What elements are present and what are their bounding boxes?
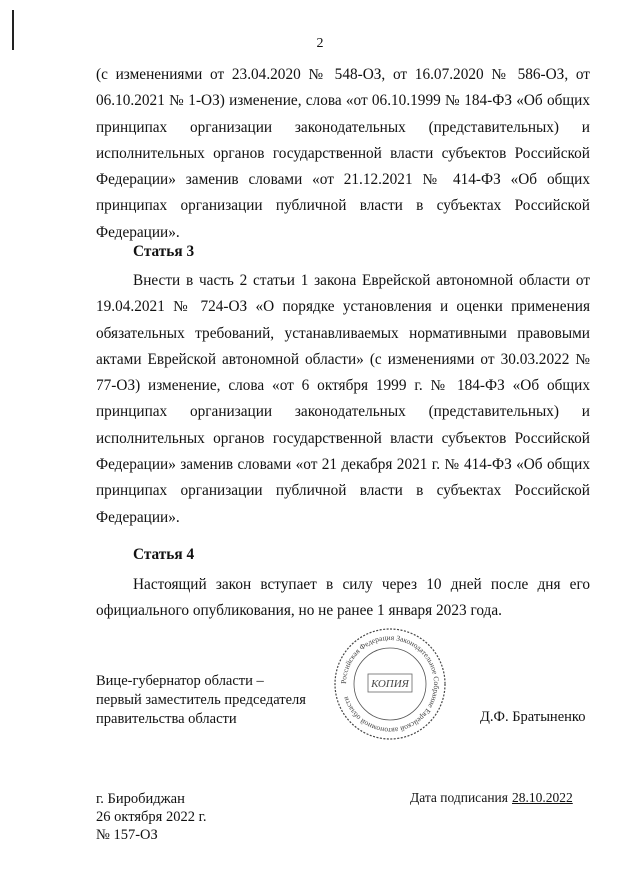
signatory-title-line-2: первый заместитель председателя xyxy=(96,692,306,708)
article-3-text: Внести в часть 2 статьи 1 закона Еврейской автономной области от 19.04.2021 № 724-ОЗ «О порядке установления и оценки применения обязательных требований, устанавливаемых нормативными правовыми актами Еврейской автономной области» (с изменениями от 30.03.2022 № 77-ОЗ) изменение, слова «от 6 октября 1999 г. № 184-ФЗ «Об общих принципах организации законодательных (представительных) и исполнительных органов государственной власти субъектов Российской Федерации» заменив словами «от 21 декабря 2021 г. № 414-ФЗ «Об общих принципах организации публичной власти в субъектах Российской Федерации». xyxy=(96,272,590,526)
article-4-text: Настоящий закон вступает в силу через 10 дней после дня его официального опубликования, но не ранее 1 января 2023 года. xyxy=(96,576,590,620)
article-4-heading: Статья 4 xyxy=(133,546,195,563)
law-details xyxy=(96,790,207,844)
svg-text:Российская Федерация Законодат: Российская Федерация Законодательное Собрание Еврейской автономной области xyxy=(338,632,442,736)
signatory-title-line-3: правительства области xyxy=(96,711,237,727)
stamp-seal-icon xyxy=(332,626,448,742)
continuation-paragraph: (с изменениями от 23.04.2020 № 548-ОЗ, от 16.07.2020 № 586-ОЗ, от 06.10.2021 № 1-ОЗ) изменение, слова «от 06.10.1999 № 184-ФЗ «Об общих принципах организации законодательных (представительных) и исполнительных органов государственной власти субъектов Российской Федерации» заменив словами «от 21.12.2021 № 414-ФЗ «Об общих принципах организации публичной власти в субъектах Российской Федерации». xyxy=(96,66,590,241)
signatory-name: Д.Ф. Братыненко xyxy=(480,709,586,725)
official-stamp xyxy=(332,626,448,742)
signatory-title xyxy=(96,672,306,729)
city: г. Биробиджан xyxy=(96,791,185,807)
signing-date-block xyxy=(410,790,573,806)
law-date: 26 октября 2022 г. xyxy=(96,809,207,825)
signatory-title-line-1: Вице-губернатор области – xyxy=(96,673,264,689)
article-3-heading: Статья 3 xyxy=(133,243,195,260)
page-number: 2 xyxy=(316,36,324,51)
signing-date-label: Дата подписания xyxy=(410,790,508,805)
law-number: № 157-ОЗ xyxy=(96,827,158,843)
stamp-center-text: КОПИЯ xyxy=(371,678,409,690)
signing-date-value: 28.10.2022 xyxy=(512,790,573,805)
